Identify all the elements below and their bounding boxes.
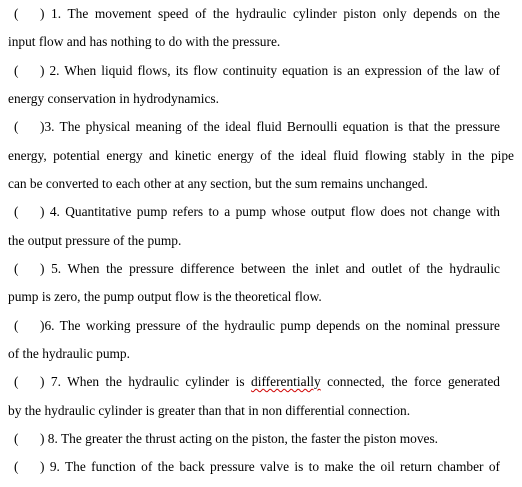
question-9-line-1: ( ) 9. The function of the back pressure valve is to make the oil return chamber of [14, 457, 500, 477]
question-4-line-2: the output pressure of the pump. [8, 233, 182, 248]
answer-blank-3: ( [14, 119, 19, 134]
answer-blank-9: ( [14, 459, 19, 474]
question-2-line-1: ( ) 2. When liquid flows, its flow continuity equation is an expression of the law of [14, 61, 500, 81]
question-1-line-2: input flow and has nothing to do with the pressure. [8, 34, 281, 49]
answer-blank-2: ( [14, 63, 19, 78]
answer-blank-8: ( [14, 431, 19, 446]
question-3-line-1: ( )3. The physical meaning of the ideal fluid Bernoulli equation is that the pressure [14, 117, 500, 137]
question-7-line-1: ( ) 7. When the hydraulic cylinder is differentially connected, the force generated [14, 372, 500, 392]
question-6-line-2: of the hydraulic pump. [8, 346, 130, 361]
answer-blank-6: ( [14, 318, 19, 333]
question-2-line-2: energy conservation in hydrodynamics. [8, 91, 219, 106]
question-8-line-1: ( ) 8. The greater the thrust acting on the piston, the faster the piston moves. [14, 429, 500, 449]
question-3-line-3: can be converted to each other at any section, but the sum remains unchanged. [8, 176, 428, 191]
answer-blank-7: ( [14, 374, 19, 389]
question-5-line-2: pump is zero, the pump output flow is the theoretical flow. [8, 289, 322, 304]
answer-blank-1: ( [14, 6, 19, 21]
question-4-line-1: ( ) 4. Quantitative pump refers to a pump whose output flow does not change with [14, 202, 500, 222]
spellcheck-flagged-word: differentially [251, 374, 321, 389]
question-1-line-1: ( ) 1. The movement speed of the hydraulic cylinder piston only depends on the [14, 4, 500, 24]
question-6-line-1: ( )6. The working pressure of the hydraulic pump depends on the nominal pressure [14, 316, 500, 336]
question-7-line-2: by the hydraulic cylinder is greater than that in non differential connection. [8, 403, 411, 418]
answer-blank-4: ( [14, 204, 19, 219]
answer-blank-5: ( [14, 261, 19, 276]
question-3-line-2: energy, potential energy and kinetic energy of the ideal fluid flowing stably in the pipe [8, 148, 514, 163]
question-5-line-1: ( ) 5. When the pressure difference between the inlet and outlet of the hydraulic [14, 259, 500, 279]
